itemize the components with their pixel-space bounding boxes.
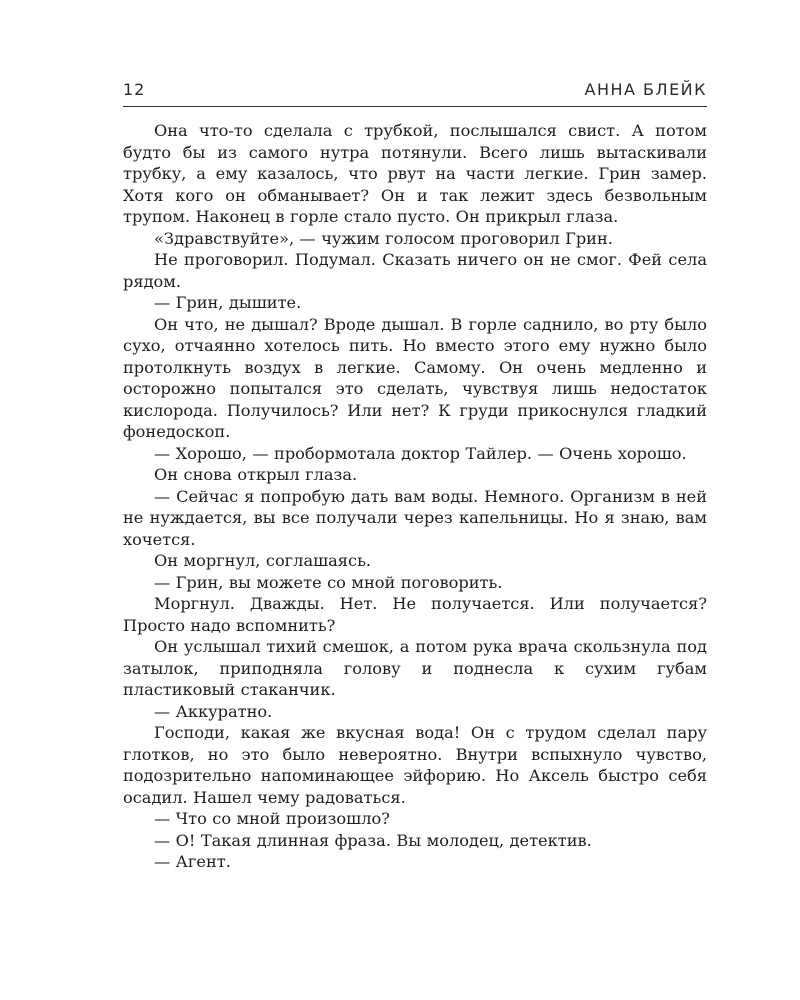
paragraph: Он снова открыл глаза.	[154, 465, 358, 484]
paragraph: — Агент.	[154, 852, 231, 871]
paragraph: — Грин, вы можете со мной поговорить.	[154, 572, 503, 592]
running-title-author: АННА БЛЕЙК	[584, 80, 707, 99]
page-header	[123, 80, 707, 104]
paragraph: Не проговорил. Подумал. Сказать ничего он не смог. Фей села рядом.	[123, 250, 707, 291]
paragraph: — О! Такая длинная фраза. Вы молодец, детектив.	[154, 830, 592, 850]
paragraph: «Здравствуйте», — чужим голосом проговорил Грин.	[154, 228, 613, 248]
page-number: 12	[123, 80, 146, 99]
paragraph: Моргнул. Дважды. Нет. Не получается. Или получается? Просто надо вспомнить?	[123, 594, 707, 635]
paragraph: — Хорошо, — пробормотала доктор Тайлер. — Очень хорошо.	[154, 443, 687, 463]
paragraph: Она что-то сделала с трубкой, послышался свист. А потом будто бы из самого нутра потянули. Всего лишь вытаскивали трубку, а ему казалось, что рвут на части легкие. Грин замер. Хотя кого он обманывает? Он и так лежит здесь безвольным трупом. Наконец в горле стало пусто. Он прикрыл глаза.	[123, 121, 707, 226]
paragraph: Господи, какая же вкусная вода! Он с трудом сделал пару глотков, но это было невероятно. Внутри вспыхнуло чувство, подозрительно напоминающее эйфорию. Но Аксель быстро себя осадил. Нашел чему радоваться.	[123, 723, 707, 807]
paragraph: Он моргнул, соглашаясь.	[154, 551, 372, 570]
paragraph: Он услышал тихий смешок, а потом рука врача скользнула под затылок, приподняла голову и поднесла к сухим губам пластиковый стаканчик.	[123, 637, 707, 699]
body-text	[123, 120, 707, 873]
paragraph: — Что со мной произошло?	[154, 809, 390, 828]
header-divider	[123, 106, 707, 107]
paragraph: — Грин, дышите.	[154, 293, 302, 312]
paragraph: — Сейчас я попробую дать вам воды. Немного. Организм в ней не нуждается, вы все получали через капельницы. Но я знаю, вам хочется.	[123, 486, 707, 549]
paragraph: — Аккуратно.	[154, 701, 273, 721]
paragraph: Он что, не дышал? Вроде дышал. В горле саднило, во рту было сухо, отчаянно хотелось пить. Но вместо этого ему нужно было протолкнуть воздух в легкие. Самому. Он очень медленно и осторожно попытался это сделать, чувствуя лишь недостаток кислорода. Получилось? Или нет? К груди прикоснулся гладкий фонедоскоп.	[123, 314, 707, 441]
